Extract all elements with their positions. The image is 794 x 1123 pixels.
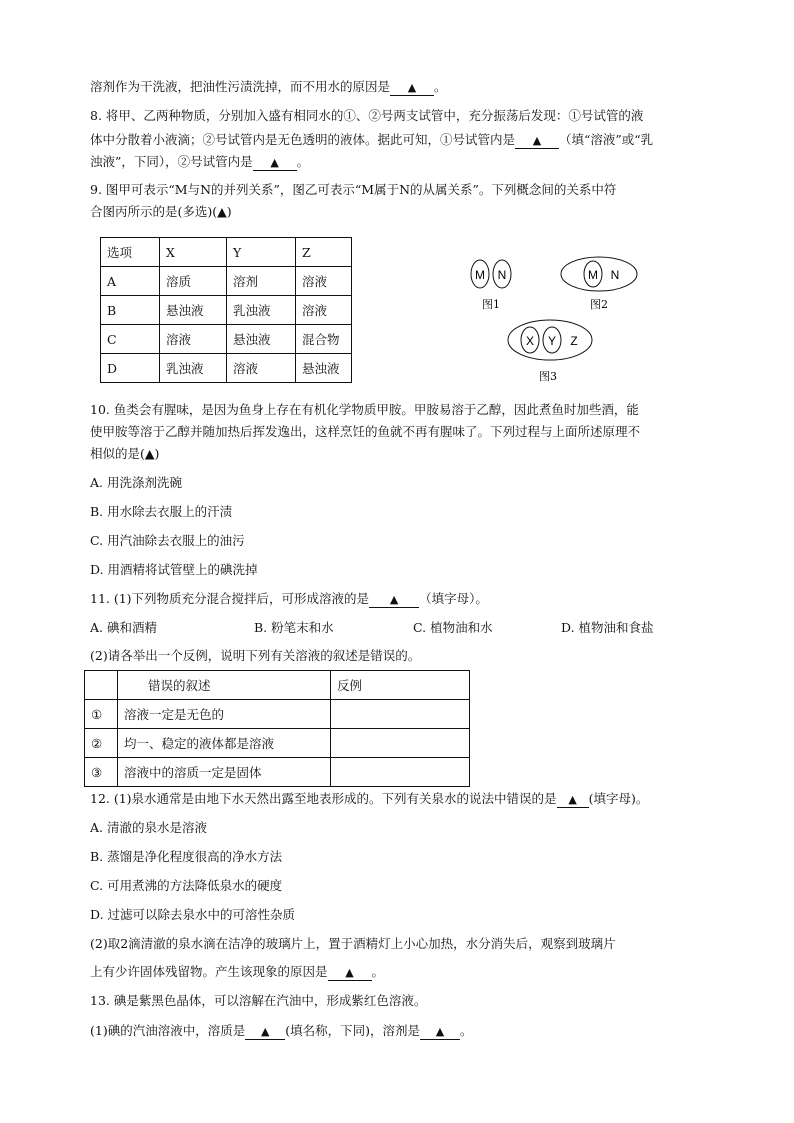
answer-blank[interactable]: ▲	[515, 133, 559, 149]
label-m: M	[475, 268, 485, 282]
q9-options-table	[100, 237, 352, 383]
q11-option-d[interactable]: D. 植物油和食盐	[561, 620, 654, 635]
answer-blank[interactable]: ▲	[390, 80, 434, 96]
q12-option-c[interactable]: C. 可用煮沸的方法降低泉水的硬度	[90, 878, 283, 893]
answer-blank[interactable]: ▲	[557, 792, 589, 808]
q11-line-1: 11. (1)下列物质充分混合搅拌后，可形成溶液的是 ▲ （填字母）。	[90, 591, 488, 606]
table-row: ③ 溶液中的溶质一定是固体	[85, 758, 470, 787]
answer-blank[interactable]: ▲	[420, 1024, 460, 1040]
q8-line-3: 浊液”，下同），②号试管内是 ▲ 。	[90, 154, 310, 169]
figure-3-label: 图3	[539, 370, 557, 383]
table-row: D 乳浊液 溶液 悬浊液	[101, 354, 352, 383]
q13-line-1: 13. 碘是紫黑色晶体，可以溶解在汽油中，形成紫红色溶液。	[90, 993, 427, 1008]
q10-option-c[interactable]: C. 用汽油除去衣服上的油污	[90, 533, 245, 548]
label-y: Y	[547, 334, 557, 348]
q11-option-c[interactable]: C. 植物油和水	[413, 620, 493, 635]
q12-line-3: 上有少许固体残留物。产生该现象的原因是 ▲ 。	[90, 964, 385, 979]
table-row: A 溶质 溶剂 溶液	[101, 267, 352, 296]
table-row: ② 均一、稳定的液体都是溶液	[85, 729, 470, 758]
answer-blank[interactable]: ▲	[369, 592, 419, 608]
q11-counterexample-table	[84, 670, 470, 787]
answer-blank[interactable]: ▲	[328, 965, 372, 981]
answer-blank[interactable]: ▲	[253, 155, 297, 171]
q10-option-d[interactable]: D. 用酒精将试管壁上的碘洗掉	[90, 562, 258, 577]
figure-1-label: 图1	[482, 298, 500, 311]
table-row: 选项 X Y Z	[101, 238, 352, 267]
table-row: B 悬浊液 乳浊液 溶液	[101, 296, 352, 325]
q10-option-b[interactable]: B. 用水除去衣服上的汗渍	[90, 504, 233, 519]
label-n: N	[610, 268, 620, 282]
q10-option-a[interactable]: A. 用洗涤剂洗碗	[90, 475, 182, 490]
answer-cell[interactable]	[331, 729, 470, 758]
q11-option-a[interactable]: A. 碘和酒精	[90, 620, 157, 635]
table-row: ① 溶液一定是无色的	[85, 700, 470, 729]
q9-line-2: 合图丙所示的是(多选)(▲)	[90, 204, 232, 219]
q8-line-1: 8. 将甲、乙两种物质，分别加入盛有相同水的①、②号两支试管中，充分振荡后发现：①号试管的液	[90, 108, 644, 123]
set-relation-diagrams	[460, 250, 660, 390]
ellipse-n-outer	[561, 257, 637, 291]
answer-cell[interactable]	[331, 700, 470, 729]
q12-option-a[interactable]: A. 清澈的泉水是溶液	[90, 820, 207, 835]
answer-blank[interactable]: ▲	[245, 1024, 285, 1040]
table-row: C 溶液 悬浊液 混合物	[101, 325, 352, 354]
q11-option-b[interactable]: B. 粉笔末和水	[254, 620, 334, 635]
q12-option-b[interactable]: B. 蒸馏是净化程度很高的净水方法	[90, 849, 283, 864]
q10-line-3: 相似的是(▲)	[90, 446, 160, 461]
label-z: Z	[570, 334, 578, 348]
answer-cell[interactable]	[331, 758, 470, 787]
q12-line-2: (2)取2滴清澈的泉水滴在洁净的玻璃片上，置于酒精灯上小心加热，水分消失后，观察到玻璃片	[90, 936, 616, 951]
label-n: N	[497, 268, 507, 282]
figure-2-label: 图2	[590, 298, 608, 311]
q12-line-1: 12. (1)泉水通常是由地下水天然出露至地表形成的。下列有关泉水的说法中错误的是 ▲ (填字母)。	[90, 791, 649, 806]
q7-tail-line: 溶剂作为干洗液，把油性污渍洗掉，而不用水的原因是 ▲ 。	[90, 79, 447, 94]
q13-line-2: (1)碘的汽油溶液中，溶质是 ▲ (填名称，下同)，溶剂是 ▲ 。	[90, 1023, 473, 1038]
q10-line-1: 10. 鱼类会有腥味，是因为鱼身上存在有机化学物质甲胺。甲胺易溶于乙醇，因此煮鱼时加些酒，能	[90, 402, 639, 417]
q8-line-2: 体中分散着小液滴；②号试管内是无色透明的液体。据此可知，①号试管内是 ▲ （填“溶液”或“乳	[90, 132, 654, 147]
q10-line-2: 使甲胺等溶于乙醇并随加热后挥发逸出，这样烹饪的鱼就不再有腥味了。下列过程与上面所述原理不	[90, 424, 641, 439]
label-x: X	[525, 334, 535, 348]
q12-option-d[interactable]: D. 过滤可以除去泉水中的可溶性杂质	[90, 907, 296, 922]
q11-line-2: (2)请各举出一个反例，说明下列有关溶液的叙述是错误的。	[90, 648, 421, 663]
table-row: 错误的叙述 反例	[85, 671, 470, 700]
q9-line-1: 9. 图甲可表示“M与N的并列关系”，图乙可表示“M属于N的从属关系”。下列概念间的关系中符	[90, 182, 617, 197]
label-m: M	[588, 268, 598, 282]
